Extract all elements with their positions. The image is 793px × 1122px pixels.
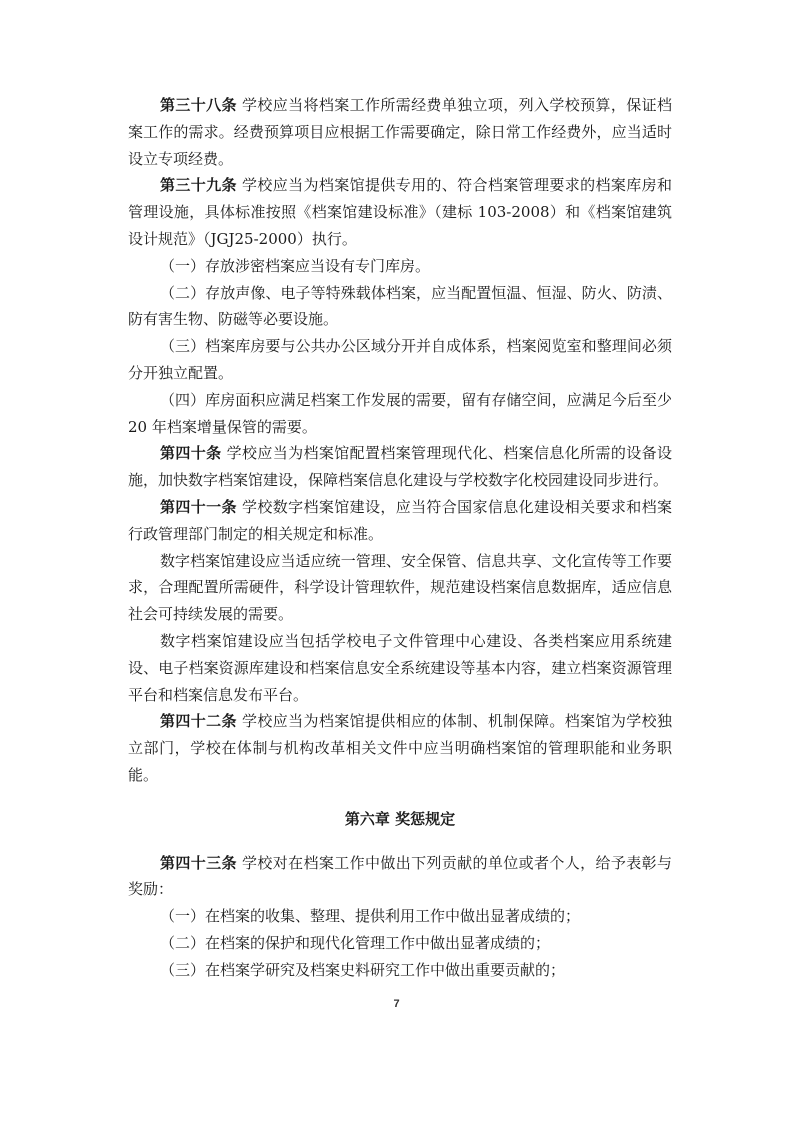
article-42-paragraph [128, 708, 672, 788]
article-39-label: 第三十九条 [160, 176, 237, 195]
article-43-label: 第四十三条 [160, 853, 237, 872]
article-43-text: 学校对在档案工作中做出下列贡献的单位或者个人，给予表彰与奖励： [128, 853, 672, 899]
article-41-text: 学校数字档案馆建设，应当符合国家信息化建设相关要求和档案行政管理部门制定的相关规定和标准。 [128, 497, 672, 543]
article-43-item-3: （三）在档案学研究及档案史料研究工作中做出重要贡献的； [160, 960, 566, 979]
article-39-item-1: （一）存放涉密档案应当设有专门库房。 [160, 256, 431, 275]
article-39-item-2: （二）存放声像、电子等特殊载体档案，应当配置恒温、恒湿、防火、防渍、防有害生物、防磁等必要设施。 [128, 283, 672, 329]
article-38-text: 学校应当将档案工作所需经费单独立项，列入学校预算，保证档案工作的需求。经费预算项目应根据工作需要确定，除日常工作经费外，应当适时设立专项经费。 [128, 96, 672, 168]
chapter-6-heading: 第六章 奖惩规定 [344, 809, 456, 828]
article-43-item-1: （一）在档案的收集、整理、提供利用工作中做出显著成绩的； [160, 907, 581, 926]
article-39-item-3: （三）档案库房要与公共办公区域分开并自成体系，档案阅览室和整理间必须分开独立配置。 [128, 337, 672, 382]
article-43-paragraph [128, 850, 672, 904]
article-40-text: 学校应当为档案馆配置档案管理现代化、档案信息化所需的设备设施，加快数字档案馆建设，保障档案信息化建设与学校数字化校园建设同步进行。 [128, 444, 672, 490]
article-38-paragraph [128, 92, 672, 172]
article-40-paragraph [128, 440, 672, 494]
article-41-label: 第四十一条 [160, 497, 237, 516]
article-39-text: 学校应当为档案馆提供专用的、符合档案管理要求的档案库房和管理设施，具体标准按照《档案馆建设标准》（建标 103-2008）和《档案馆建筑设计规范》（JGJ25-2000）执行。 [128, 176, 672, 248]
article-38-label: 第三十八条 [160, 96, 237, 114]
page-number: 7 [393, 998, 400, 1010]
article-43-item-2: （二）在档案的保护和现代化管理工作中做出显著成绩的； [160, 933, 551, 952]
article-39-paragraph [128, 172, 672, 252]
article-41-paragraph-3: 数字档案馆建设应当包括学校电子文件管理中心建设、各类档案应用系统建设、电子档案资源库建设和档案信息安全系统建设等基本内容，建立档案资源管理平台和档案信息发布平台。 [128, 631, 672, 704]
article-42-label: 第四十二条 [160, 712, 237, 731]
page-body [128, 92, 672, 984]
article-40-label: 第四十条 [160, 444, 222, 463]
article-41-paragraph-2: 数字档案馆建设应当适应统一管理、安全保管、信息共享、文化宣传等工作要求，合理配置所需硬件，科学设计管理软件，规范建设档案信息数据库，适应信息社会可持续发展的需要。 [128, 551, 672, 624]
article-39-item-4: （四）库房面积应满足档案工作发展的需要，留有存储空间，应满足今后至少 20 年档案增量保管的需要。 [128, 390, 672, 436]
article-42-text: 学校应当为档案馆提供相应的体制、机制保障。档案馆为学校独立部门，学校在体制与机构改革相关文件中应当明确档案馆的管理职能和业务职能。 [128, 712, 672, 784]
article-41-paragraph [128, 494, 672, 548]
